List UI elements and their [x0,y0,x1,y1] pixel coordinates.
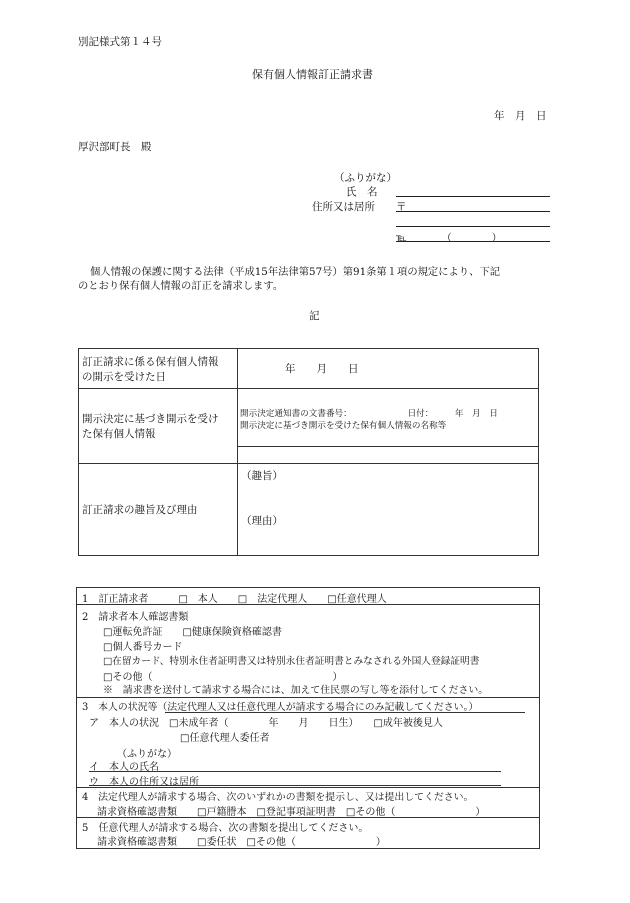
disclosure-date-label: 訂正請求に係る保有個人情報 の開示を受けた日 [79,349,238,389]
name-label: 氏 名 [346,186,378,198]
date-line: 年 月 日 [494,110,547,122]
principal-address[interactable]: ウ 本人の住所又は居所 [89,777,199,788]
furigana-label: （ふりがな） [334,172,397,184]
requester-details-box [76,587,540,849]
info-name-line: 開示決定に基づき開示を受けた保有個人情報の名称等 [240,421,447,431]
disclosure-date-field[interactable]: 年 月 日 [238,349,539,389]
correction-reason-label: 訂正請求の趣旨及び理由 [79,464,238,556]
id-docs-note: ※ 請求書を送付して請求する場合には、加えて住民票の写し等を添付してください。 [103,685,489,696]
id-docs-line-2[interactable]: □個人番号カード [103,642,183,653]
section-4-title: 4 法定代理人が請求する場合、次のいずれかの書類を提示し、又は提出してください。 [82,792,474,803]
section-3-title: 3 本人の状況等（法定代理人又は任意代理人が請求する場合にのみ記載してください。） [82,702,479,713]
postal-mark: 〒 [396,201,407,213]
address-field[interactable] [396,211,550,212]
name-field[interactable] [396,196,550,197]
address-field-2[interactable] [396,226,550,227]
principal-status-2[interactable]: □任意代理人委任者 [180,733,270,744]
principal-furigana: （ふりがな） [117,749,177,760]
id-docs-line-3[interactable]: □在留カード、特別永住者証明書又は特別永住者証明書とみなされる外国人登録証明書 [103,656,480,667]
section-5-title: 5 任意代理人が請求する場合、次の書類を提出してください。 [82,823,369,834]
id-docs-line-1[interactable]: □運転免許証 □健康保険資格確認書 [103,627,282,638]
disclosed-info-label: 開示決定に基づき開示を受け た保有個人情報 [79,389,238,464]
tel-field[interactable] [396,241,550,242]
ki-label: 記 [309,310,320,322]
body-text-2: のとおり保有個人情報の訂正を請求します。 [78,280,284,292]
addressee: 厚沢部町長 殿 [78,141,152,153]
disclosed-info-field[interactable] [238,389,539,464]
correction-reason-field[interactable] [238,464,539,556]
principal-status[interactable]: ア 本人の状況 □未成年者（ 年 月 日生） □成年被後見人 [89,718,443,729]
legal-rep-docs[interactable]: 請求資格確認書類 □戸籍謄本 □登記事項証明書 □その他（ ） [97,807,486,818]
agent-docs[interactable]: 請求資格確認書類 □委任状 □その他（ ） [97,837,386,848]
section-1[interactable]: 1 訂正請求者 □ 本人 □ 法定代理人 □任意代理人 [82,594,387,605]
purpose-label: （趣旨） [241,470,283,482]
id-docs-line-4[interactable]: □その他（ ） [103,672,343,683]
doc-number-line: 開示決定通知書の文書番号： 日付： 年 月 日 [240,409,498,419]
request-table [78,348,539,556]
reason-label: （理由） [241,515,283,527]
tel-label: ℡ （ ） [396,233,502,244]
principal-name[interactable]: イ 本人の氏名 [89,762,159,773]
body-text-1: 個人情報の保護に関する法律（平成15年法律第57号）第91条第１項の規定により、下記 [90,266,500,278]
form-number: 別記様式第１４号 [78,36,162,48]
section-2-title: 2 請求者本人確認書類 [82,612,189,623]
address-label: 住所又は居所 [312,201,375,213]
page-title: 保有個人情報訂正請求書 [252,68,373,81]
